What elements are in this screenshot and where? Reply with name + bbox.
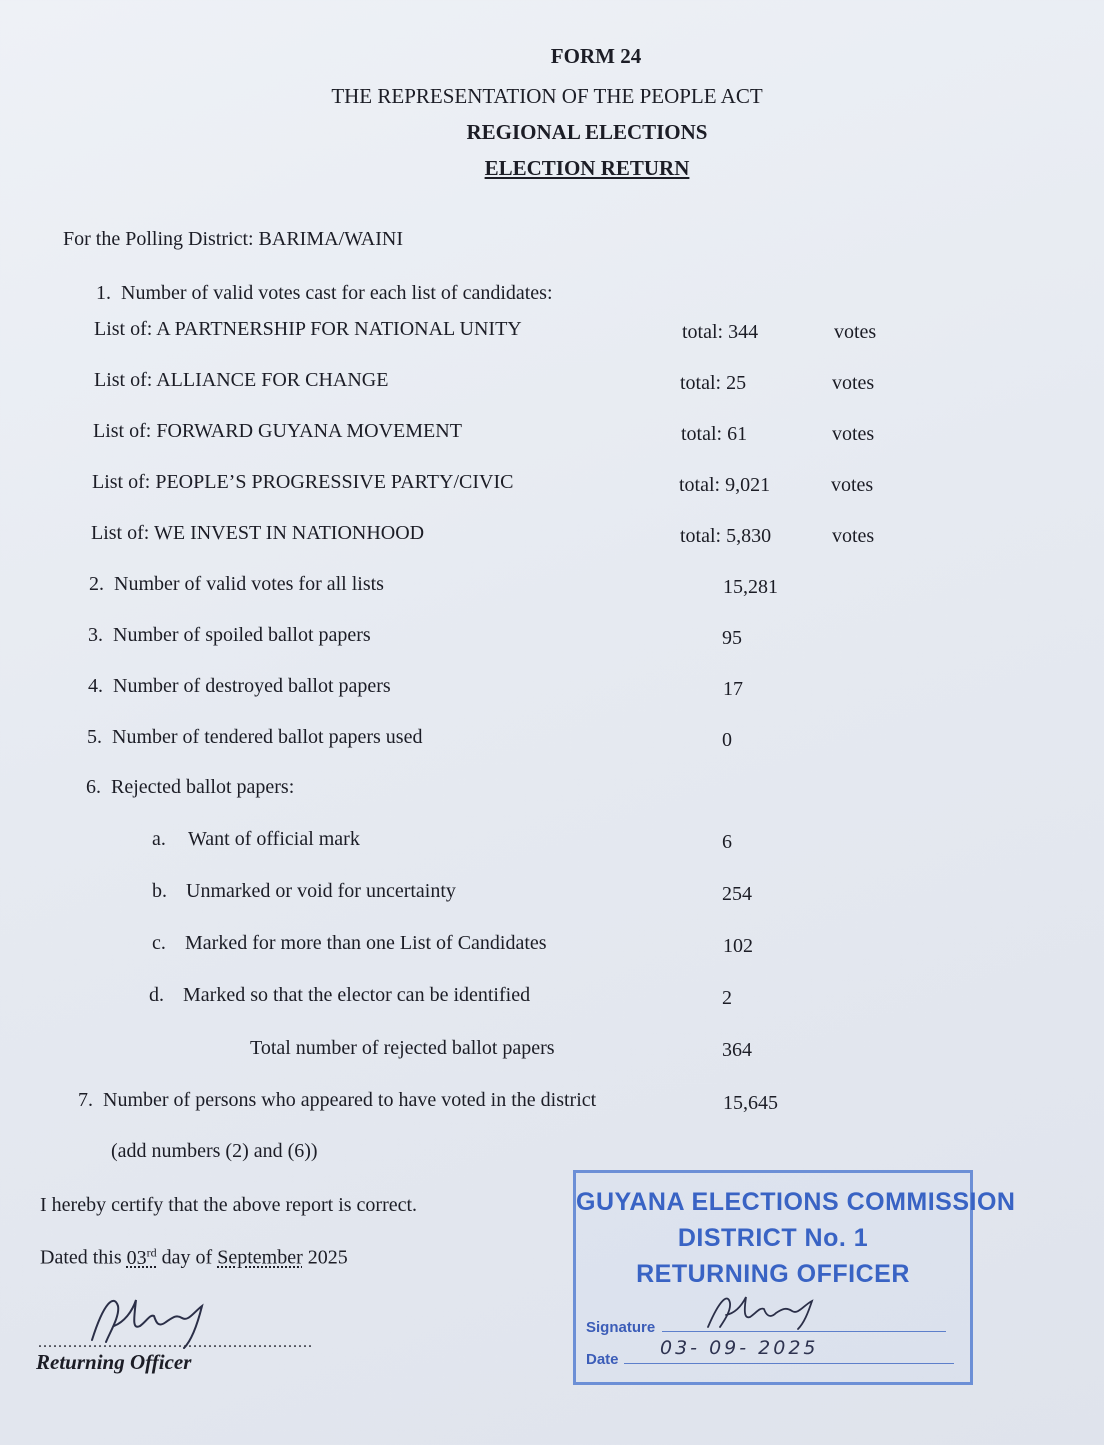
list-name: List of: A PARTNERSHIP FOR NATIONAL UNITY bbox=[94, 318, 522, 340]
stamp-date-label: Date bbox=[586, 1351, 619, 1368]
rejected-reason: Marked so that the elector can be identified bbox=[183, 984, 531, 1006]
item-7-note: (add numbers (2) and (6)) bbox=[111, 1140, 318, 1162]
rejected-letter: c. bbox=[152, 932, 166, 954]
stamp-signature bbox=[704, 1291, 824, 1338]
stamp-date-value: 03- 09- 2025 bbox=[660, 1337, 819, 1359]
dated-month: September bbox=[217, 1246, 303, 1269]
item-4-label: 4. Number of destroyed ballot papers bbox=[88, 675, 391, 697]
list-total: total: 61 bbox=[681, 423, 748, 445]
list-name: List of: FORWARD GUYANA MOVEMENT bbox=[93, 420, 462, 442]
elections-title: REGIONAL ELECTIONS bbox=[466, 120, 708, 144]
certification-text: I hereby certify that the above report is correct. bbox=[40, 1194, 418, 1216]
form-number: FORM 24 bbox=[550, 44, 642, 68]
list-name: List of: PEOPLE’S PROGRESSIVE PARTY/CIVIC bbox=[92, 471, 514, 493]
rejected-count: 254 bbox=[722, 883, 752, 905]
list-name: List of: WE INVEST IN NATIONHOOD bbox=[91, 522, 425, 544]
act-title: THE REPRESENTATION OF THE PEOPLE ACT bbox=[331, 84, 763, 108]
dated-day: 03rd bbox=[126, 1245, 157, 1269]
list-votes-unit: votes bbox=[831, 474, 874, 496]
item-3-value: 95 bbox=[722, 627, 742, 649]
list-total: total: 344 bbox=[682, 321, 759, 343]
dated-year: 2025 bbox=[307, 1246, 348, 1269]
rejected-letter: a. bbox=[152, 828, 166, 850]
polling-district: For the Polling District: BARIMA/WAINI bbox=[63, 228, 403, 250]
list-votes-unit: votes bbox=[832, 372, 875, 394]
item-7-value: 15,645 bbox=[723, 1092, 778, 1114]
returning-officer-label: Returning Officer bbox=[36, 1350, 192, 1374]
rejected-letter: b. bbox=[152, 880, 167, 902]
list-name: List of: ALLIANCE FOR CHANGE bbox=[94, 369, 389, 391]
item-3-label: 3. Number of spoiled ballot papers bbox=[88, 624, 371, 646]
return-title: ELECTION RETURN bbox=[484, 156, 690, 180]
rejected-total-value: 364 bbox=[722, 1039, 752, 1061]
rejected-count: 102 bbox=[723, 935, 753, 957]
rejected-total-label: Total number of rejected ballot papers bbox=[250, 1037, 555, 1059]
stamp-date-rule bbox=[624, 1363, 954, 1364]
stamp-commission: GUYANA ELECTIONS COMMISSION bbox=[576, 1188, 1016, 1216]
dated-middle: day of bbox=[161, 1246, 213, 1269]
stamp-district: DISTRICT No. 1 bbox=[677, 1224, 869, 1252]
dated-prefix: Dated this bbox=[40, 1246, 122, 1269]
item-1-label: 1. Number of valid votes cast for each list of candidates: bbox=[96, 282, 553, 304]
item-7-label: 7. Number of persons who appeared to have voted in the district bbox=[78, 1089, 597, 1111]
list-votes-unit: votes bbox=[834, 321, 877, 343]
item-4-value: 17 bbox=[723, 678, 743, 700]
rejected-count: 2 bbox=[722, 987, 732, 1009]
list-total: total: 9,021 bbox=[679, 474, 771, 496]
signature-dotted-line: ....................................................... bbox=[38, 1334, 313, 1351]
dated-line bbox=[40, 1245, 348, 1270]
item-2-value: 15,281 bbox=[723, 576, 778, 598]
item-5-label: 5. Number of tendered ballot papers used bbox=[87, 726, 423, 748]
rejected-reason: Marked for more than one List of Candidates bbox=[185, 932, 547, 954]
list-total: total: 25 bbox=[680, 372, 747, 394]
list-votes-unit: votes bbox=[832, 423, 875, 445]
official-stamp bbox=[573, 1170, 1016, 1385]
item-2-label: 2. Number of valid votes for all lists bbox=[89, 573, 384, 595]
item-6-label: 6. Rejected ballot papers: bbox=[86, 776, 295, 798]
list-votes-unit: votes bbox=[832, 525, 875, 547]
rejected-reason: Unmarked or void for uncertainty bbox=[186, 880, 456, 902]
item-5-value: 0 bbox=[722, 729, 732, 751]
rejected-reason: Want of official mark bbox=[188, 828, 360, 850]
rejected-letter: d. bbox=[149, 984, 164, 1006]
list-total: total: 5,830 bbox=[680, 525, 772, 547]
stamp-returning-officer: RETURNING OFFICER bbox=[636, 1260, 910, 1288]
rejected-count: 6 bbox=[722, 831, 732, 853]
stamp-signature-label: Signature bbox=[586, 1319, 656, 1336]
